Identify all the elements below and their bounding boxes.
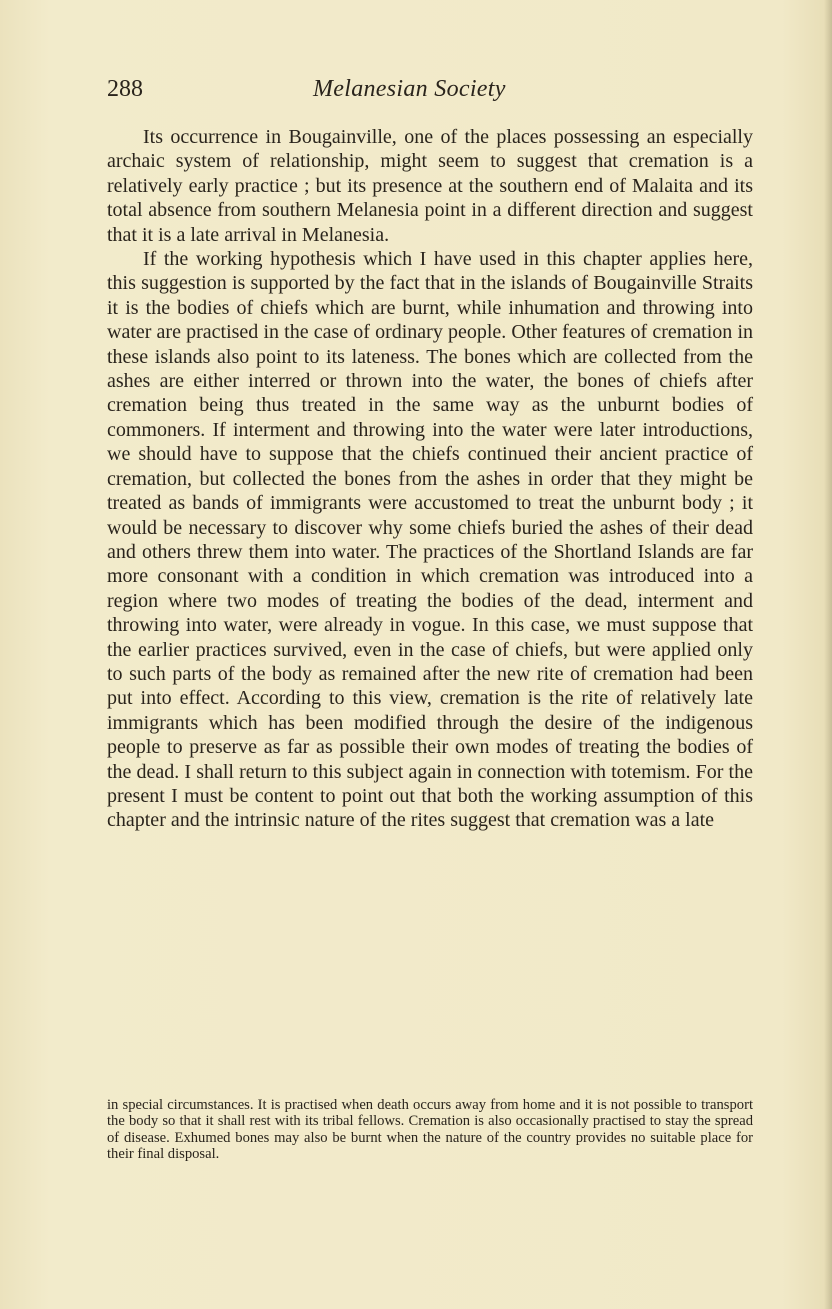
body-text	[107, 125, 753, 833]
paragraph: Its occurrence in Bougainville, one of the places possessing an especially archaic system of relationship, might seem to suggest that cremation is a relatively early practice ; but its presence at the southern end of Malaita and its total absence from southern Melanesia point in a different direction and suggest that it is a late arrival in Melanesia.	[107, 126, 753, 246]
footnote-text: in special circumstances. It is practised when death occurs away from home and it is not possible to transport the body so that it shall rest with its tribal fellows. Cremation is also occasionally practised to stay the spread of disease. Exhumed bones may also be burnt when the nature of the country provides no suitable place for their final disposal.	[107, 1097, 753, 1163]
page-header	[107, 74, 753, 108]
paragraph: If the working hypothesis which I have used in this chapter applies here, this suggestion is supported by the fact that in the islands of Bougainville Straits it is the bodies of chiefs which are burnt, while inhumation and throwing into water are practised in the case of ordinary people. Other features of cremation in these islands also point to its lateness. The bones which are collected from the ashes are either interred or thrown into the water, the bones of chiefs after cremation being thus treated in the same way as the unburnt bodies of commoners. If interment and throwing into the water were later introductions, we should have to suppose that the chiefs continued their ancient practice of cremation, but collected the bones from the ashes in order that they might be treated as bands of immigrants were accustomed to treat the unburnt body ; it would be necessary to discover why some chiefs buried the ashes of their dead and others threw them into water. The practices of the Shortland Islands are far more consonant with a condition in which cremation was introduced into a region where two modes of treating the bodies of the dead, interment and throwing into water, were already in vogue. In this case, we must suppose that the earlier practices survived, even in the case of chiefs, but were applied only to such parts of the body as remained after the new rite of cremation had been put into effect. According to this view, cremation is the rite of relatively late immigrants which has been modified through the desire of the indigenous people to preserve as far as possible their own modes of treating the bodies of the dead. I shall return to this subject again in connection with totemism. For the present I must be content to point out that both the working assumption of this chapter and the intrinsic nature of the rites suggest that cremation was a late	[107, 248, 753, 832]
footnote	[107, 1097, 753, 1163]
running-head: Melanesian Society	[313, 76, 506, 102]
page-number: 288	[107, 76, 143, 102]
page-edge-shadow	[824, 0, 832, 1309]
